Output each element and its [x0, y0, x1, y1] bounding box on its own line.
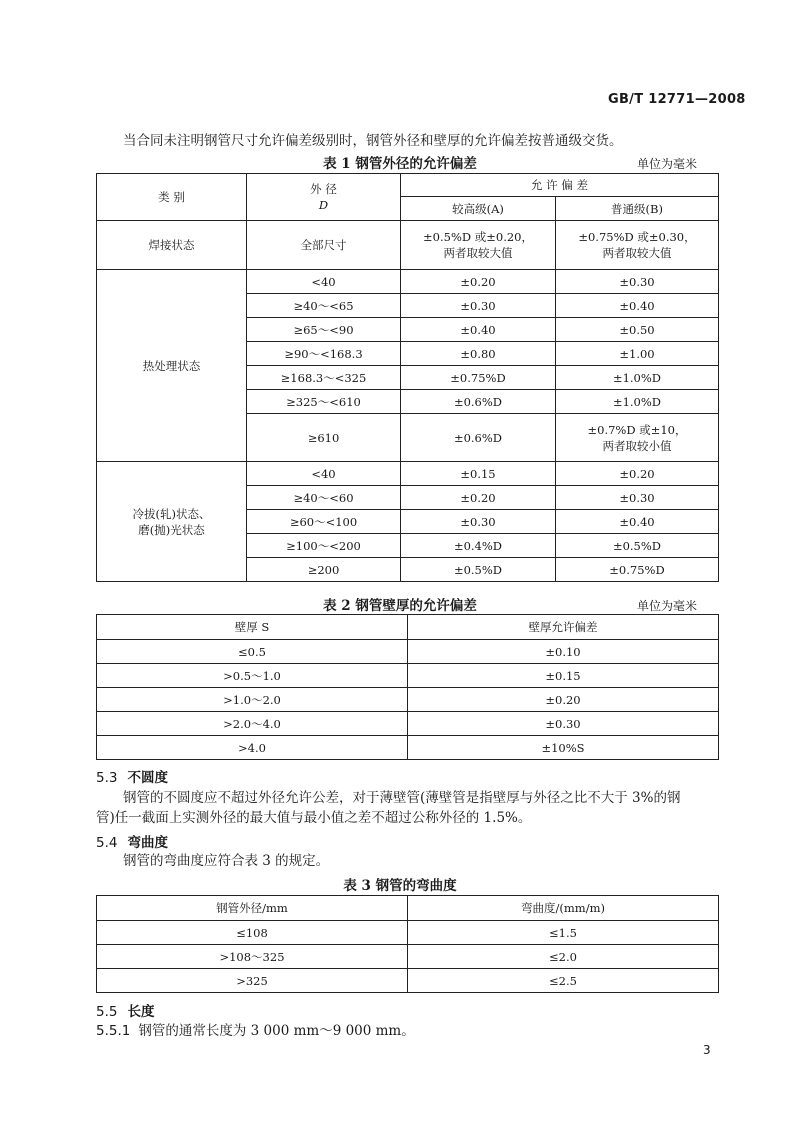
table1-grade-b-cell: ±0.20 — [556, 462, 719, 486]
table1-range-cell: ≥90～<168.3 — [247, 342, 401, 366]
table3-curvature-cell: ≤2.5 — [408, 969, 719, 993]
table3-row — [97, 945, 719, 969]
table3 — [96, 895, 719, 993]
table1-head-od-symbol: D — [318, 198, 329, 212]
section-5-3-heading — [96, 766, 168, 786]
page-number: 3 — [703, 1043, 711, 1057]
table2-thickness-cell: >2.0～4.0 — [97, 712, 408, 736]
table2-thickness-cell: >4.0 — [97, 736, 408, 760]
standard-code: GB/T 12771—2008 — [608, 92, 746, 107]
table1-grade-b-cell: ±0.5%D — [556, 534, 719, 558]
table1-category-cell: 焊接状态 — [97, 221, 247, 270]
table1-category-cell: 热处理状态 — [97, 270, 247, 462]
table1-range-cell: <40 — [247, 462, 401, 486]
table1-range-cell: ≥168.3～<325 — [247, 366, 401, 390]
table1 — [96, 173, 719, 582]
table1-row — [97, 221, 719, 270]
table3-row — [97, 921, 719, 945]
table2-row — [97, 640, 719, 664]
table1-grade-a-cell: ±0.75%D — [401, 366, 556, 390]
table3-diameter-cell: >108～325 — [97, 945, 408, 969]
table1-grade-b-cell: ±0.7%D 或±10， 两者取较小值 — [556, 414, 719, 462]
table2-row — [97, 664, 719, 688]
table1-grade-a-cell: ±0.20 — [401, 270, 556, 294]
table1-grade-b-cell: ±0.50 — [556, 318, 719, 342]
section-5-3-text-line2: 管)任一截面上实测外径的最大值与最小值之差不超过公称外径的 1.5%。 — [96, 810, 532, 826]
table3-head-curvature: 弯曲度/(mm/m) — [408, 896, 719, 921]
table1-grade-b-cell: ±1.0%D — [556, 366, 719, 390]
section-5-5-title: 长度 — [127, 1004, 155, 1020]
table2-tolerance-cell: ±0.20 — [408, 688, 719, 712]
section-5-5-number: 5.5 — [96, 1004, 118, 1020]
table1-range-cell: ≥610 — [247, 414, 401, 462]
table1-caption: 表 1 钢管外径的允许偏差 — [323, 156, 477, 172]
table1-range-cell: ≥60～<100 — [247, 510, 401, 534]
table1-grade-a-cell: ±0.15 — [401, 462, 556, 486]
table1-grade-a-cell: ±0.4%D — [401, 534, 556, 558]
table3-curvature-cell: ≤2.0 — [408, 945, 719, 969]
table1-head-category: 类 别 — [97, 174, 247, 221]
table1-grade-a-cell: ±0.5%D 或±0.20， 两者取较大值 — [401, 221, 556, 270]
table3-head-diameter: 钢管外径/mm — [97, 896, 408, 921]
section-5-4-number: 5.4 — [96, 835, 118, 851]
table1-range-cell: 全部尺寸 — [247, 221, 401, 270]
table1-grade-a-cell: ±0.5%D — [401, 558, 556, 582]
table3-diameter-cell: ≤108 — [97, 921, 408, 945]
table1-grade-a-cell: ±0.40 — [401, 318, 556, 342]
table1-row — [97, 270, 719, 294]
table1-range-cell: ≥40～<65 — [247, 294, 401, 318]
table1-grade-b-cell: ±0.75%D — [556, 558, 719, 582]
table2-head-thickness: 壁厚 S — [97, 615, 408, 640]
table1-grade-a-cell: ±0.30 — [401, 294, 556, 318]
section-5-3-title: 不圆度 — [127, 770, 168, 786]
table3-diameter-cell: >325 — [97, 969, 408, 993]
table1-head-grade-a: 较高级(A) — [401, 197, 556, 221]
section-5-3-number: 5.3 — [96, 770, 118, 786]
table2-thickness-cell: >1.0～2.0 — [97, 688, 408, 712]
table1-head-grade-b: 普通级(B) — [556, 197, 719, 221]
table1-range-cell: ≥65～<90 — [247, 318, 401, 342]
table1-grade-a-cell: ±0.80 — [401, 342, 556, 366]
table2-tolerance-cell: ±0.30 — [408, 712, 719, 736]
table2-tolerance-cell: ±0.10 — [408, 640, 719, 664]
table1-grade-b-cell: ±0.30 — [556, 270, 719, 294]
table1-grade-a-cell: ±0.20 — [401, 486, 556, 510]
table1-category-cell: 冷拔(轧)状态、 磨(抛)光状态 — [97, 462, 247, 582]
table1-grade-a-cell: ±0.6%D — [401, 390, 556, 414]
table2-unit: 单位为毫米 — [637, 599, 698, 613]
table2-head-tolerance: 壁厚允许偏差 — [408, 615, 719, 640]
table2-tolerance-cell: ±10%S — [408, 736, 719, 760]
table2 — [96, 614, 719, 760]
section-5-4-heading — [96, 831, 168, 851]
section-5-5-1-number: 5.5.1 — [96, 1023, 131, 1039]
section-5-4-text: 钢管的弯曲度应符合表 3 的规定。 — [123, 853, 330, 869]
table1-head-tolerance: 允 许 偏 差 — [401, 174, 719, 197]
table1-range-cell: ≥100～<200 — [247, 534, 401, 558]
table1-grade-b-cell: ±1.00 — [556, 342, 719, 366]
table3-row — [97, 969, 719, 993]
table2-thickness-cell: ≤0.5 — [97, 640, 408, 664]
table2-row — [97, 712, 719, 736]
table3-curvature-cell: ≤1.5 — [408, 921, 719, 945]
table1-head-od-label: 外 径 — [310, 182, 337, 196]
table2-row — [97, 736, 719, 760]
table1-grade-b-cell: ±0.30 — [556, 486, 719, 510]
table3-caption: 表 3 钢管的弯曲度 — [343, 878, 457, 894]
table2-row — [97, 688, 719, 712]
table1-head-outer-diameter — [247, 174, 401, 221]
section-5-5-1 — [96, 1022, 415, 1041]
section-5-5-1-text: 钢管的通常长度为 3 000 mm～9 000 mm。 — [138, 1023, 415, 1039]
table1-range-cell: <40 — [247, 270, 401, 294]
section-5-4-title: 弯曲度 — [127, 835, 168, 851]
table1-grade-b-cell: ±0.40 — [556, 294, 719, 318]
table1-range-cell: ≥40～<60 — [247, 486, 401, 510]
section-5-3-text-line1: 钢管的不圆度应不超过外径允许公差，对于薄壁管(薄壁管是指壁厚与外径之比不大于 3%的钢 — [123, 790, 681, 806]
intro-paragraph: 当合同未注明钢管尺寸允许偏差级别时，钢管外径和壁厚的允许偏差按普通级交货。 — [123, 133, 623, 149]
table1-grade-b-cell: ±0.40 — [556, 510, 719, 534]
table2-tolerance-cell: ±0.15 — [408, 664, 719, 688]
table1-unit: 单位为毫米 — [637, 157, 698, 171]
table1-range-cell: ≥200 — [247, 558, 401, 582]
table2-caption: 表 2 钢管壁厚的允许偏差 — [323, 598, 477, 614]
table1-grade-b-cell: ±0.75%D 或±0.30， 两者取较大值 — [556, 221, 719, 270]
table1-grade-a-cell: ±0.30 — [401, 510, 556, 534]
table1-range-cell: ≥325～<610 — [247, 390, 401, 414]
table2-thickness-cell: >0.5～1.0 — [97, 664, 408, 688]
table1-grade-a-cell: ±0.6%D — [401, 414, 556, 462]
table1-grade-b-cell: ±1.0%D — [556, 390, 719, 414]
table1-row — [97, 462, 719, 486]
section-5-5-heading — [96, 1000, 154, 1020]
